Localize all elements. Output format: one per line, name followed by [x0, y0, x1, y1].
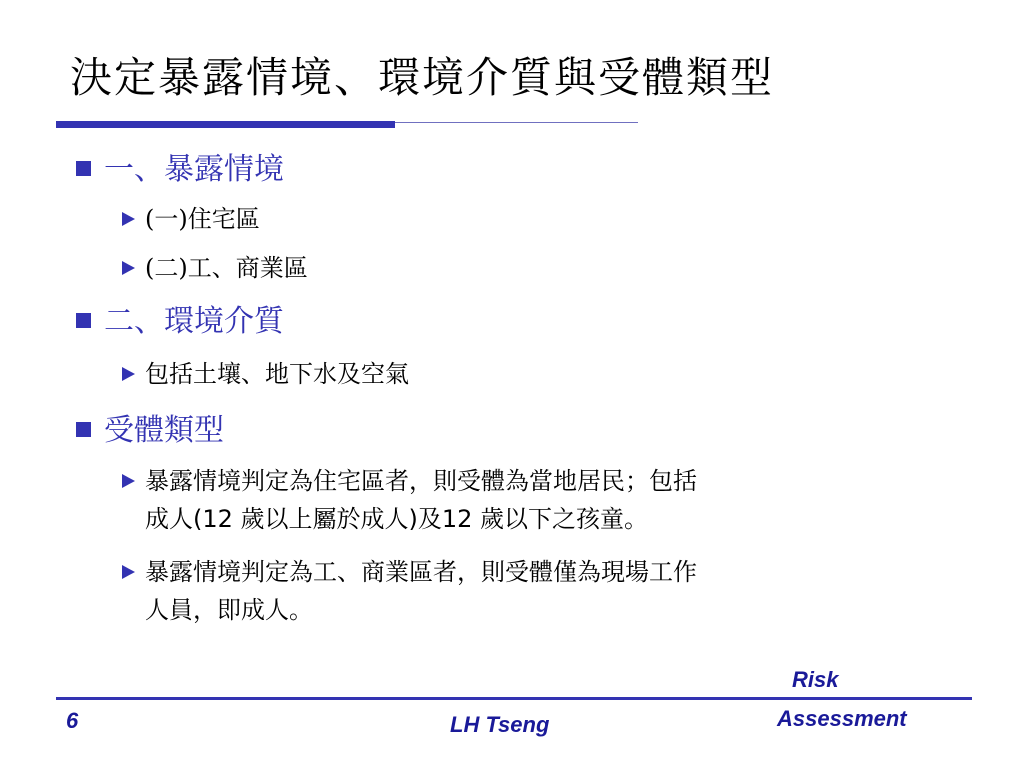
- footer-author: LH Tseng: [450, 712, 550, 737]
- bullet-section-1: [76, 150, 284, 190]
- triangle-bullet-icon: [122, 261, 135, 275]
- square-bullet-icon: [76, 161, 91, 176]
- square-bullet-icon: [76, 313, 91, 328]
- bullet-section-3: [76, 411, 224, 451]
- sub-bullet-2-1: [122, 358, 409, 390]
- sub-bullet-1-2: [122, 252, 308, 284]
- sub-bullet-text: 包括土壤、地下水及空氣: [145, 360, 409, 388]
- section-3-heading: 受體類型: [104, 413, 224, 448]
- section-1-heading: 一、暴露情境: [104, 152, 284, 187]
- sub-bullet-text: 暴露情境判定為工、商業區者，則受體僅為現場工作: [145, 558, 697, 586]
- sub-bullet-text: (一)住宅區: [145, 205, 260, 233]
- triangle-bullet-icon: [122, 565, 135, 579]
- sub-bullet-3-2: [122, 556, 922, 626]
- sub-bullet-text: 暴露情境判定為住宅區者，則受體為當地居民；包括: [145, 467, 697, 495]
- footer-rule: [56, 697, 972, 700]
- section-2-heading: 二、環境介質: [104, 304, 284, 339]
- sub-bullet-3-1: [122, 465, 922, 535]
- footer-page-number: 6: [66, 708, 79, 733]
- triangle-bullet-icon: [122, 212, 135, 226]
- footer-course-line-1: Risk: [792, 667, 839, 692]
- slide-title: 決定暴露情境、環境介質與受體類型: [70, 53, 775, 102]
- bullet-section-2: [76, 302, 284, 342]
- title-underline-thin: [395, 122, 638, 123]
- sub-bullet-text-continued: 人員，即成人。: [145, 596, 313, 624]
- footer-course-line-2: Assessment: [777, 706, 907, 731]
- sub-bullet-text-continued: 成人(12 歲以上屬於成人)及12 歲以下之孩童。: [145, 505, 649, 533]
- sub-bullet-text: (二)工、商業區: [145, 254, 308, 282]
- square-bullet-icon: [76, 422, 91, 437]
- triangle-bullet-icon: [122, 367, 135, 381]
- sub-bullet-1-1: [122, 203, 260, 235]
- title-underline-thick: [56, 121, 395, 128]
- triangle-bullet-icon: [122, 474, 135, 488]
